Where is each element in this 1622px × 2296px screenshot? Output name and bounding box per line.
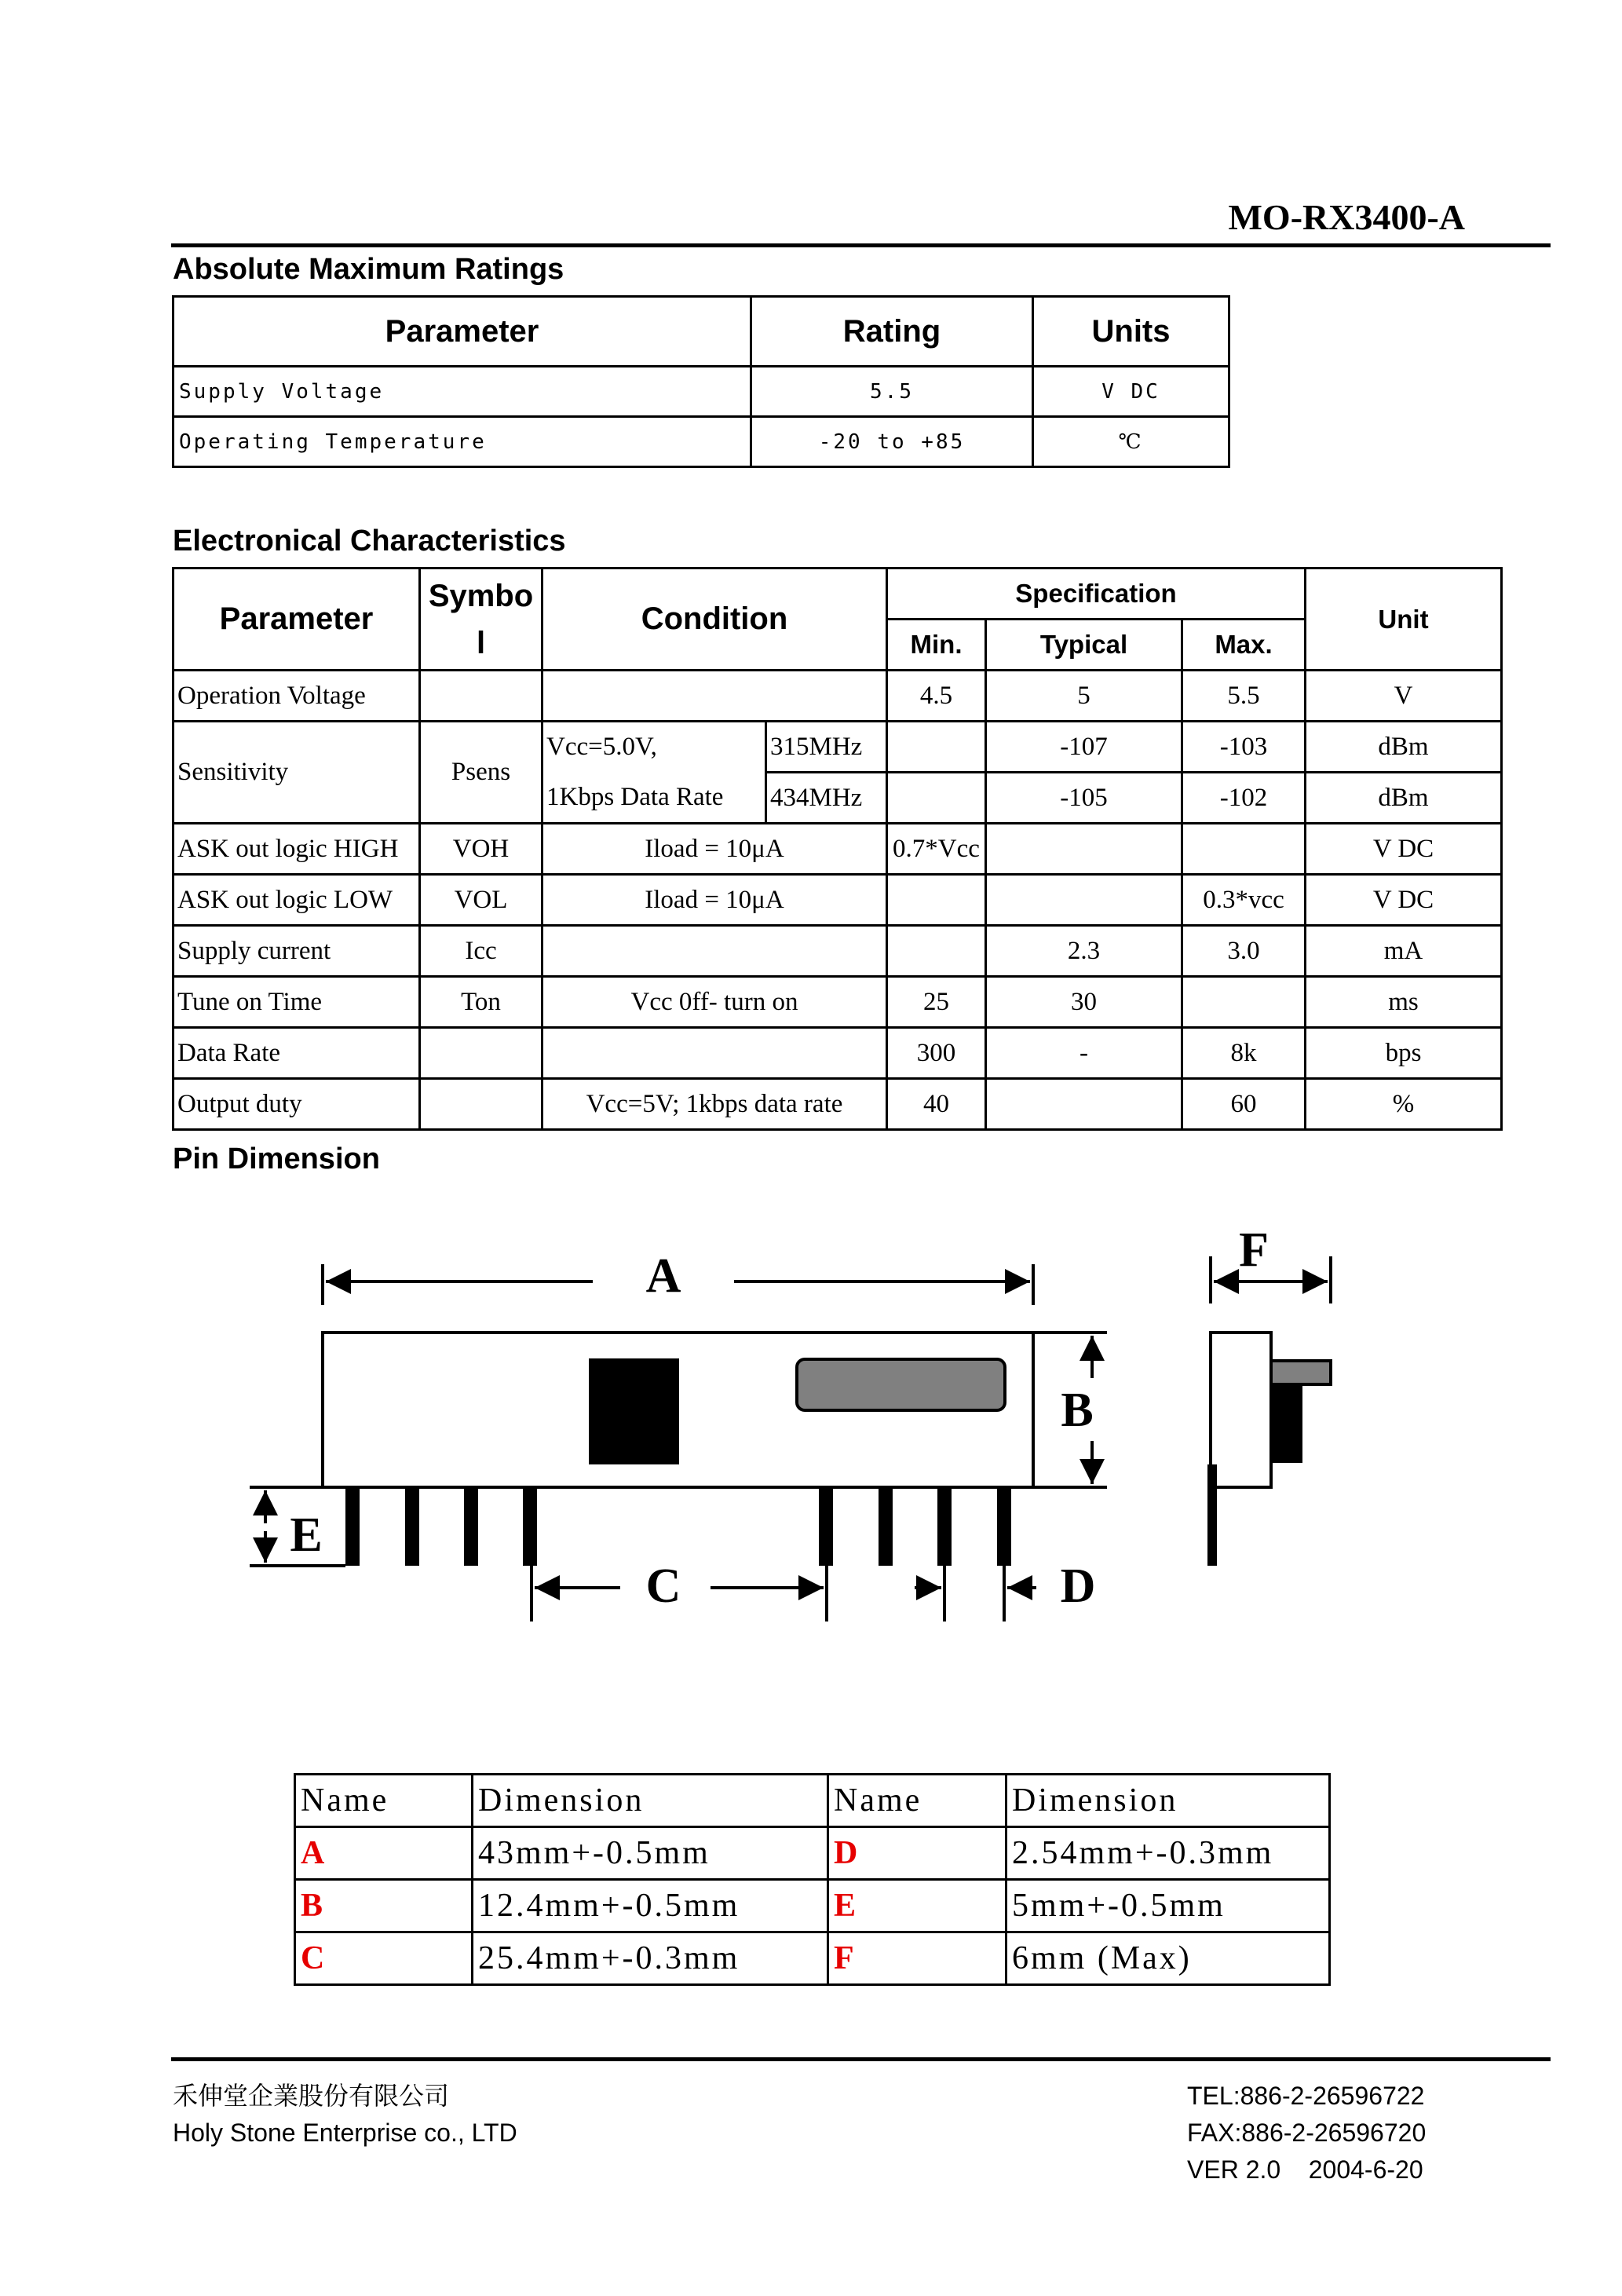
label-c: C xyxy=(645,1559,681,1613)
table-row xyxy=(295,1775,1330,1827)
elec-min: 4.5 xyxy=(887,671,986,722)
elec-frequency: 434MHz xyxy=(766,773,887,824)
dim-name: A xyxy=(295,1827,473,1880)
elec-unit: V xyxy=(1306,671,1502,722)
side-view-component xyxy=(1271,1384,1302,1463)
elec-param: Sensitivity xyxy=(174,722,420,824)
dim-header-name: Name xyxy=(828,1775,1006,1827)
elec-param: ASK out logic HIGH xyxy=(174,824,420,875)
abs-param: Operating Temperature xyxy=(174,417,751,467)
pin xyxy=(464,1487,478,1566)
footer-contact xyxy=(1187,2078,1426,2188)
dim-value: 12.4mm+-0.5mm xyxy=(473,1880,828,1932)
elec-max: 5.5 xyxy=(1182,671,1306,722)
elec-min: 300 xyxy=(887,1028,986,1079)
table-row xyxy=(295,1880,1330,1932)
electrical-heading: Electronical Characteristics xyxy=(173,525,566,558)
pin xyxy=(405,1487,419,1566)
elec-typ: 30 xyxy=(986,977,1182,1028)
elec-max: -102 xyxy=(1182,773,1306,824)
document-title: MO-RX3400-A xyxy=(1228,197,1465,237)
elec-min: 0.7*Vcc xyxy=(887,824,986,875)
footer-version: VER 2.0 2004-6-20 xyxy=(1187,2155,1423,2184)
table-row xyxy=(295,1827,1330,1880)
elec-max: 3.0 xyxy=(1182,926,1306,977)
elec-typ: -105 xyxy=(986,773,1182,824)
elec-typ: - xyxy=(986,1028,1182,1079)
elec-col-max: Max. xyxy=(1182,620,1306,671)
elec-col-unit: Unit xyxy=(1306,569,1502,671)
elec-condition: Vcc=5.0V, xyxy=(542,722,766,773)
elec-condition: Iload = 10μA xyxy=(542,875,887,926)
elec-param: Operation Voltage xyxy=(174,671,420,722)
abs-rating: -20 to +85 xyxy=(751,417,1033,467)
company-name-zh: 禾伸堂企業股份有限公司 xyxy=(173,2082,450,2110)
elec-unit: mA xyxy=(1306,926,1502,977)
elec-frequency: 315MHz xyxy=(766,722,887,773)
elec-col-min: Min. xyxy=(887,620,986,671)
dim-header-name: Name xyxy=(295,1775,473,1827)
pin xyxy=(997,1487,1011,1566)
pin xyxy=(879,1487,893,1566)
pin xyxy=(937,1487,952,1566)
elec-param: Tune on Time xyxy=(174,977,420,1028)
elec-unit: bps xyxy=(1306,1028,1502,1079)
side-view-pin xyxy=(1207,1464,1217,1566)
abs-col-parameter: Parameter xyxy=(174,297,751,367)
footer-rule xyxy=(171,2057,1551,2061)
dim-name: D xyxy=(828,1827,1006,1880)
elec-unit: V DC xyxy=(1306,875,1502,926)
dim-value: 6mm (Max) xyxy=(1006,1932,1330,1985)
elec-condition: Iload = 10μA xyxy=(542,824,887,875)
elec-min: 25 xyxy=(887,977,986,1028)
abs-rating: 5.5 xyxy=(751,367,1033,417)
elec-unit: dBm xyxy=(1306,773,1502,824)
dim-name: C xyxy=(295,1932,473,1985)
pin xyxy=(819,1487,833,1566)
elec-unit: % xyxy=(1306,1079,1502,1130)
elec-typ: 2.3 xyxy=(986,926,1182,977)
label-b: B xyxy=(1061,1384,1094,1437)
dim-name: E xyxy=(828,1880,1006,1932)
elec-max: 0.3*vcc xyxy=(1182,875,1306,926)
elec-param: Supply current xyxy=(174,926,420,977)
dim-value: 25.4mm+-0.3mm xyxy=(473,1932,828,1985)
saw-resonator xyxy=(797,1359,1005,1410)
abs-col-units: Units xyxy=(1033,297,1229,367)
dim-value: 2.54mm+-0.3mm xyxy=(1006,1827,1330,1880)
footer-company xyxy=(173,2078,517,2152)
elec-max: 60 xyxy=(1182,1079,1306,1130)
elec-unit: ms xyxy=(1306,977,1502,1028)
elec-col-typical: Typical xyxy=(986,620,1182,671)
label-a: A xyxy=(645,1249,681,1303)
dim-value: 43mm+-0.5mm xyxy=(473,1827,828,1880)
elec-unit: V DC xyxy=(1306,824,1502,875)
elec-symbol: VOH xyxy=(420,824,542,875)
elec-param: Output duty xyxy=(174,1079,420,1130)
dimension-table xyxy=(294,1773,1331,1986)
label-e: E xyxy=(290,1508,323,1562)
dim-value: 5mm+-0.5mm xyxy=(1006,1880,1330,1932)
pin-dimension-heading: Pin Dimension xyxy=(173,1143,380,1175)
abs-col-rating: Rating xyxy=(751,297,1033,367)
pin xyxy=(523,1487,537,1566)
pin xyxy=(345,1487,360,1566)
elec-max: -103 xyxy=(1182,722,1306,773)
elec-col-specification: Specification xyxy=(887,569,1306,620)
company-name-en: Holy Stone Enterprise co., LTD xyxy=(173,2119,517,2147)
abs-units: ℃ xyxy=(1033,417,1229,467)
label-d: D xyxy=(1060,1559,1096,1613)
dim-header-dimension: Dimension xyxy=(473,1775,828,1827)
dim-name: F xyxy=(828,1932,1006,1985)
elec-col-condition: Condition xyxy=(542,569,887,671)
side-view-body xyxy=(1211,1333,1271,1487)
elec-condition: Vcc 0ff- turn on xyxy=(542,977,887,1028)
elec-symbol: VOL xyxy=(420,875,542,926)
elec-col-parameter: Parameter xyxy=(174,569,420,671)
elec-typ: -107 xyxy=(986,722,1182,773)
table-row xyxy=(295,1932,1330,1985)
abs-max-heading: Absolute Maximum Ratings xyxy=(173,253,564,286)
elec-col-symbol: Symbo l xyxy=(420,569,542,671)
elec-typ: 5 xyxy=(986,671,1182,722)
dim-header-dimension: Dimension xyxy=(1006,1775,1330,1827)
elec-param: Data Rate xyxy=(174,1028,420,1079)
side-view-tab xyxy=(1271,1361,1331,1384)
elec-condition: Vcc=5V; 1kbps data rate xyxy=(542,1079,887,1130)
abs-param: Supply Voltage xyxy=(174,367,751,417)
footer-fax: FAX:886-2-26596720 xyxy=(1187,2119,1427,2147)
elec-symbol: Icc xyxy=(420,926,542,977)
elec-unit: dBm xyxy=(1306,722,1502,773)
ic-chip xyxy=(589,1358,679,1464)
abs-units: V DC xyxy=(1033,367,1229,417)
elec-symbol: Psens xyxy=(420,722,542,824)
footer-tel: TEL:886-2-26596722 xyxy=(1187,2082,1425,2110)
elec-max: 8k xyxy=(1182,1028,1306,1079)
elec-condition: 1Kbps Data Rate xyxy=(542,773,766,824)
elec-symbol: Ton xyxy=(420,977,542,1028)
label-f: F xyxy=(1239,1223,1269,1277)
elec-min: 40 xyxy=(887,1079,986,1130)
dim-name: B xyxy=(295,1880,473,1932)
elec-param: ASK out logic LOW xyxy=(174,875,420,926)
